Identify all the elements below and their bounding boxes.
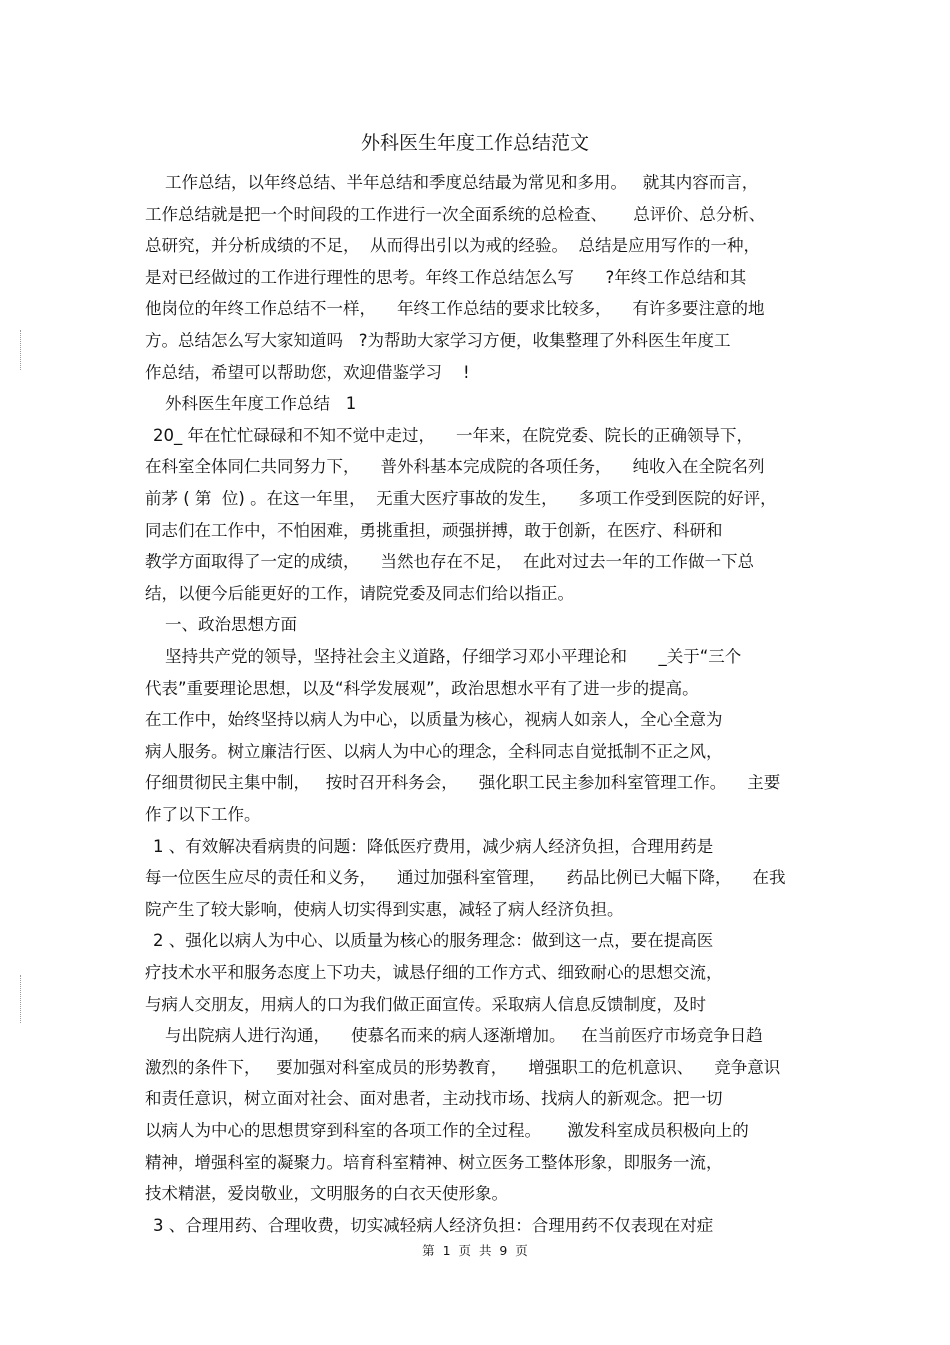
body-line: 与病人交朋友，用病人的口为我们做正面宣传。采取病人信息反馈制度，及时 [145,994,706,1014]
body-line: 在工作中，始终坚持以病人为中心，以质量为核心，视病人如亲人，全心全意为 [145,710,723,730]
body-line: 代表”重要理论思想，以及“科学发展观”，政治思想水平有了进一步的提高。 [145,678,699,698]
body-line: 与出院病人进行沟通， 使慕名而来的病人逐渐增加。 在当前医疗市场竞争日趋 [165,1026,763,1046]
body-line: 仔细贯彻民主集中制， 按时召开科务会， 强化职工民主参加科室管理工作。 主要 [145,773,781,793]
body-line: 1 、有效解决看病贵的问题：降低医疗费用，减少病人经济负担，合理用药是 [153,836,714,856]
body-line: 前茅 ( 第 位) 。在这一年里， 无重大医疗事故的发生， 多项工作受到医院的好评， [145,489,777,508]
body-line: 20_ 年在忙忙碌碌和不知不觉中走过， 一年来，在院党委、院长的正确领导下， [153,425,753,445]
body-line: 和责任意识，树立面对社会、面对患者，主动找市场、找病人的新观念。把一切 [145,1089,723,1109]
body-line: 作了以下工作。 [145,805,261,824]
body-line: 他岗位的年终工作总结不一样， 年终工作总结的要求比较多， 有许多要注意的地 [145,299,765,319]
body-line: 坚持共产党的领导，坚持社会主义道路，仔细学习邓小平理论和 _关于“三个 [165,647,742,666]
body-line: 教学方面取得了一定的成绩， 当然也存在不足， 在此对过去一年的工作做一下总 [145,552,754,572]
body-line: 激烈的条件下， 要加强对科室成员的形势教育， 增强职工的危机意识、 竞争意识 [145,1057,781,1077]
margin-mark [20,330,21,370]
document-title: 外科医生年度工作总结范文 [360,132,589,154]
body-line: 精神，增强科室的凝聚力。培育科室精神、树立医务工整体形象，即服务一流， [145,1152,723,1172]
body-line: 一、政治思想方面 [165,615,297,635]
body-line: 院产生了较大影响，使病人切实得到实惠，减轻了病人经济负担。 [145,899,624,919]
body-line: 以病人为中心的思想贯穿到科室的各项工作的全过程。 激发科室成员积极向上的 [145,1121,749,1140]
body-line: 在科室全体同仁共同努力下， 普外科基本完成院的各项任务， 纯收入在全院名列 [145,457,765,477]
body-line: 外科医生年度工作总结 1 [165,394,357,414]
body-line: 工作总结，以年终总结、半年总结和季度总结最为常见和多用。 就其内容而言， [165,173,759,192]
body-line: 病人服务。树立廉洁行医、以病人为中心的理念，全科同志自觉抵制不正之风， [145,741,723,761]
body-line: 方。总结怎么写大家知道吗 ?为帮助大家学习方便，收集整理了外科医生年度工 [145,331,731,350]
body-line: 每一位医生应尽的责任和义务， 通过加强科室管理， 药品比例已大幅下降， 在我 [145,868,786,888]
body-line: 3 、合理用药、合理收费，切实减轻病人经济负担：合理用药不仅表现在对症 [153,1215,714,1235]
body-line: 疗技术水平和服务态度上下功夫，诚恳仔细的工作方式、细致耐心的思想交流， [145,963,723,982]
body-line: 工作总结就是把一个时间段的工作进行一次全面系统的总检查、 总评价、总分析、 [145,204,766,224]
margin-mark [20,975,21,1023]
body-line: 结，以便今后能更好的工作，请院党委及同志们给以指正。 [145,583,574,603]
body-line: 技术精湛，爱岗敬业，文明服务的白衣天使形象。 [145,1184,508,1204]
page-footer: 第 1 页 共 9 页 [422,1243,528,1258]
body-line: 作总结，希望可以帮助您，欢迎借鉴学习 ! [145,362,470,382]
body-line: 总研究，并分析成绩的不足， 从而得出引以为戒的经验。 总结是应用写作的一种， [145,236,760,256]
body-line: 是对已经做过的工作进行理性的思考。年终工作总结怎么写 ?年终工作总结和其 [145,267,747,287]
body-line: 2 、强化以病人为中心、以质量为核心的服务理念：做到这一点，要在提高医 [153,931,714,951]
body-line: 同志们在工作中，不怕困难，勇挑重担，顽强拼搏，敢于创新，在医疗、科研和 [145,520,723,540]
